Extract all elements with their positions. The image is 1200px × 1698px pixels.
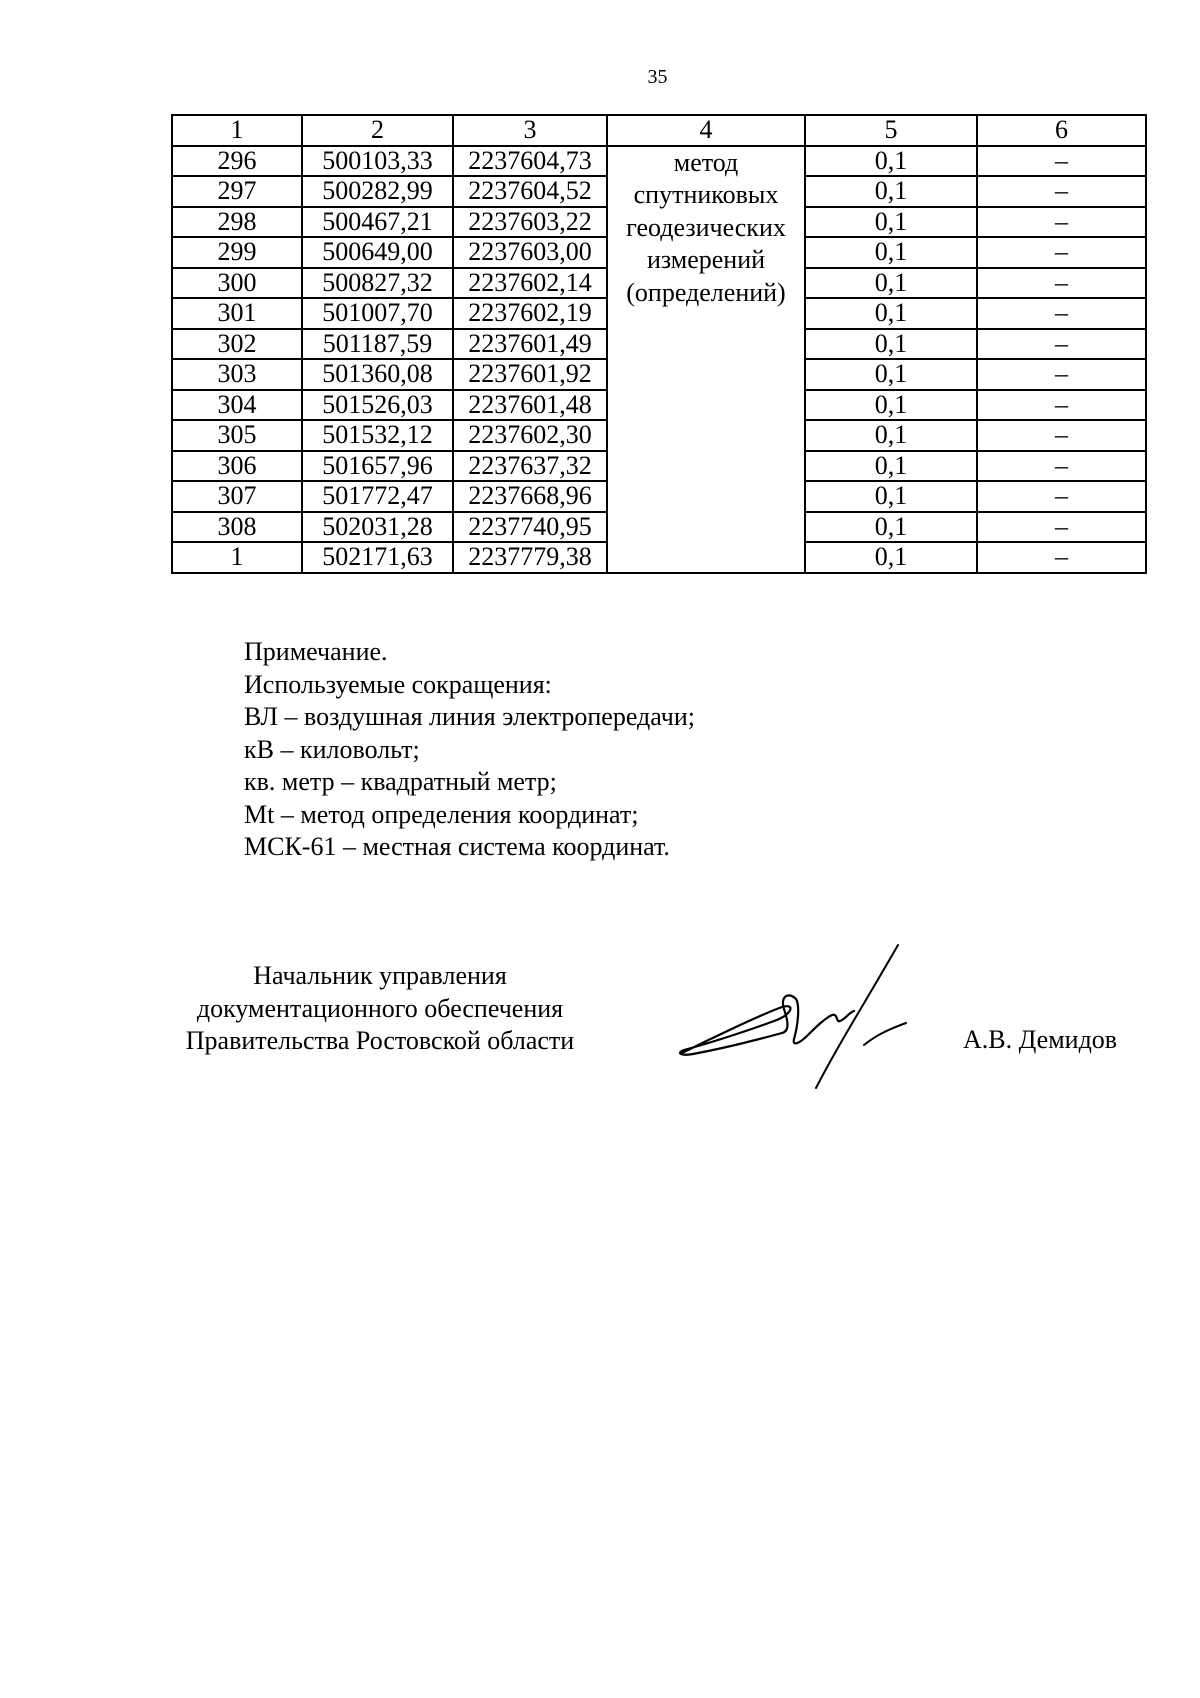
y-coordinate-cell: 2237601,49 xyxy=(453,329,607,360)
description-cell: – xyxy=(977,237,1146,268)
table-row xyxy=(172,146,1146,177)
accuracy-cell: 0,1 xyxy=(805,268,977,299)
y-coordinate-cell: 2237602,19 xyxy=(453,298,607,329)
page-number: 35 xyxy=(647,66,668,88)
table-body xyxy=(172,115,1146,573)
note-line: МСК-61 – местная система координат. xyxy=(244,832,670,861)
y-coordinate-cell: 2237740,95 xyxy=(453,512,607,543)
point-number-cell: 303 xyxy=(172,359,302,390)
description-cell: – xyxy=(977,481,1146,512)
y-coordinate-cell: 2237604,52 xyxy=(453,176,607,207)
method-line: метод xyxy=(673,147,739,177)
accuracy-cell: 0,1 xyxy=(805,390,977,421)
accuracy-cell: 0,1 xyxy=(805,542,977,573)
header-cell: 2 xyxy=(302,115,453,146)
description-cell: – xyxy=(977,207,1146,238)
note-line: Mt – метод определения координат; xyxy=(244,799,639,829)
method-line: (определений) xyxy=(626,277,786,307)
y-coordinate-cell: 2237602,30 xyxy=(453,420,607,451)
note-line: кВ – киловольт; xyxy=(244,734,420,764)
accuracy-cell: 0,1 xyxy=(805,146,977,177)
y-coordinate-cell: 2237779,38 xyxy=(453,542,607,573)
accuracy-cell: 0,1 xyxy=(805,512,977,543)
point-number-cell: 297 xyxy=(172,176,302,207)
accuracy-cell: 0,1 xyxy=(805,207,977,238)
signer-position-line: документационного обеспечения xyxy=(196,993,564,1023)
header-cell: 4 xyxy=(607,115,805,146)
x-coordinate-cell: 501360,08 xyxy=(302,359,453,390)
description-cell: – xyxy=(977,390,1146,421)
y-coordinate-cell: 2237604,73 xyxy=(453,146,607,177)
y-coordinate-cell: 2237603,00 xyxy=(453,237,607,268)
handwritten-signature xyxy=(670,935,930,1095)
point-number-cell: 304 xyxy=(172,390,302,421)
accuracy-cell: 0,1 xyxy=(805,481,977,512)
x-coordinate-cell: 501526,03 xyxy=(302,390,453,421)
header-cell: 6 xyxy=(977,115,1146,146)
point-number-cell: 305 xyxy=(172,420,302,451)
description-cell: – xyxy=(977,359,1146,390)
signature-stroke xyxy=(864,1023,906,1045)
x-coordinate-cell: 501772,47 xyxy=(302,481,453,512)
x-coordinate-cell: 500282,99 xyxy=(302,176,453,207)
header-cell: 3 xyxy=(453,115,607,146)
description-cell: – xyxy=(977,329,1146,360)
x-coordinate-cell: 501007,70 xyxy=(302,298,453,329)
x-coordinate-cell: 500827,32 xyxy=(302,268,453,299)
y-coordinate-cell: 2237637,32 xyxy=(453,451,607,482)
method-line: спутниковых xyxy=(633,180,779,209)
y-coordinate-cell: 2237601,92 xyxy=(453,359,607,390)
point-number-cell: 1 xyxy=(172,542,302,573)
note-line: ВЛ – воздушная линия электропередачи; xyxy=(244,702,695,731)
signature-stroke xyxy=(680,995,854,1054)
point-number-cell: 300 xyxy=(172,268,302,299)
description-cell: – xyxy=(977,451,1146,482)
accuracy-cell: 0,1 xyxy=(805,420,977,451)
x-coordinate-cell: 501532,12 xyxy=(302,420,453,451)
y-coordinate-cell: 2237603,22 xyxy=(453,207,607,238)
description-cell: – xyxy=(977,268,1146,299)
header-cell: 1 xyxy=(172,115,302,146)
coordinates-table xyxy=(171,114,1147,574)
point-number-cell: 298 xyxy=(172,207,302,238)
note-line: Используемые сокращения: xyxy=(244,669,552,699)
accuracy-cell: 0,1 xyxy=(805,176,977,207)
x-coordinate-cell: 500467,21 xyxy=(302,207,453,238)
note-title: Примечание. xyxy=(244,637,388,666)
point-number-cell: 296 xyxy=(172,146,302,177)
y-coordinate-cell: 2237668,96 xyxy=(453,481,607,512)
point-number-cell: 308 xyxy=(172,512,302,543)
y-coordinate-cell: 2237601,48 xyxy=(453,390,607,421)
description-cell: – xyxy=(977,542,1146,573)
method-line: измерений xyxy=(646,245,766,274)
header-cell: 5 xyxy=(805,115,977,146)
description-cell: – xyxy=(977,146,1146,177)
note-block xyxy=(244,636,695,864)
description-cell: – xyxy=(977,420,1146,451)
x-coordinate-cell: 501187,59 xyxy=(302,329,453,360)
accuracy-cell: 0,1 xyxy=(805,359,977,390)
point-number-cell: 306 xyxy=(172,451,302,482)
description-cell: – xyxy=(977,176,1146,207)
x-coordinate-cell: 502031,28 xyxy=(302,512,453,543)
point-number-cell: 302 xyxy=(172,329,302,360)
accuracy-cell: 0,1 xyxy=(805,329,977,360)
description-cell: – xyxy=(977,512,1146,543)
accuracy-cell: 0,1 xyxy=(805,298,977,329)
x-coordinate-cell: 500103,33 xyxy=(302,146,453,177)
point-number-cell: 301 xyxy=(172,298,302,329)
description-cell: – xyxy=(977,298,1146,329)
y-coordinate-cell: 2237602,14 xyxy=(453,268,607,299)
point-number-cell: 307 xyxy=(172,481,302,512)
point-number-cell: 299 xyxy=(172,237,302,268)
x-coordinate-cell: 500649,00 xyxy=(302,237,453,268)
x-coordinate-cell: 502171,63 xyxy=(302,542,453,573)
signer-position xyxy=(160,960,600,1058)
method-line: геодезических xyxy=(626,212,786,242)
accuracy-cell: 0,1 xyxy=(805,451,977,482)
method-cell xyxy=(607,146,805,573)
table-header-row xyxy=(172,115,1146,146)
x-coordinate-cell: 501657,96 xyxy=(302,451,453,482)
accuracy-cell: 0,1 xyxy=(805,237,977,268)
signer-position-line: Начальник управления xyxy=(253,961,507,990)
note-line: кв. метр – квадратный метр; xyxy=(244,767,557,796)
signer-position-line: Правительства Ростовской области xyxy=(185,1026,575,1055)
signer-name: А.В. Демидов xyxy=(963,1025,1118,1054)
